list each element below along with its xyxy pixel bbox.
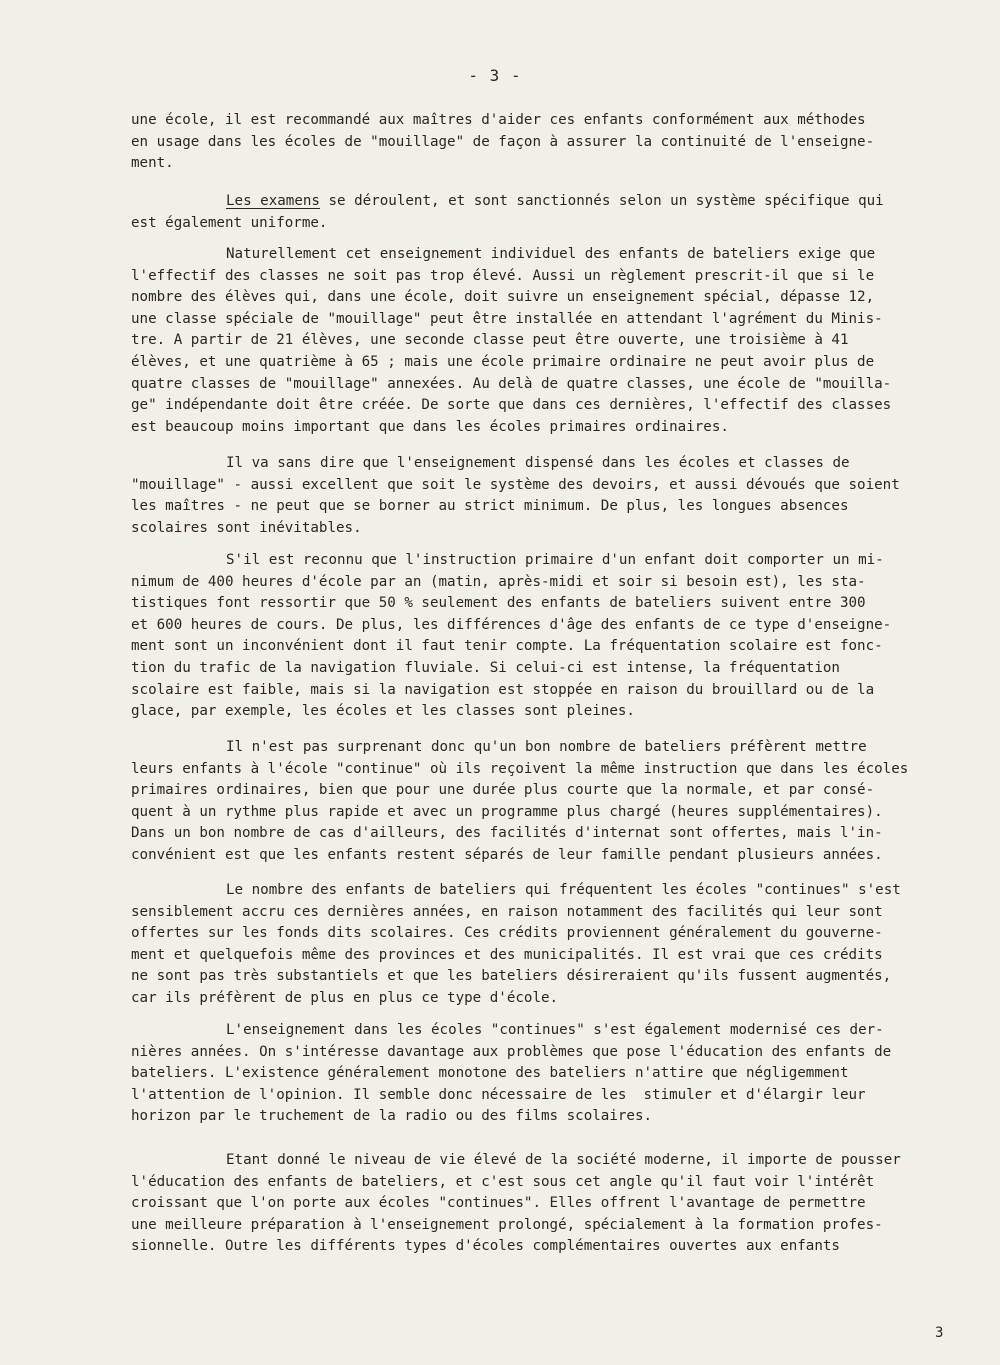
text-line: Naturellement cet enseignement individuel des enfants de bateliers exige que	[226, 246, 876, 262]
paragraph	[131, 550, 891, 723]
text-line: bateliers. L'existence généralement monotone des bateliers n'attire que négligemment	[131, 1065, 849, 1082]
text-line: l'éducation des enfants de bateliers, et c'est sous cet angle qu'il faut voir l'intérêt	[131, 1173, 875, 1190]
text-line: et 600 heures de cours. De plus, les différences d'âge des enfants de ce type d'enseigne-	[131, 616, 892, 633]
text-line: l'effectif des classes ne soit pas trop élevé. Aussi un règlement prescrit-il que si le	[131, 267, 875, 284]
text-line: ment et quelquefois même des provinces et des municipalités. Il est vrai que ces crédits	[131, 946, 883, 963]
text-line	[131, 191, 884, 213]
text-line: tion du trafic de la navigation fluviale. Si celui-ci est intense, la fréquentation	[131, 659, 840, 676]
text-line: ge" indépendante doit être créée. De sorte que dans ces dernières, l'effectif des classes	[131, 397, 892, 414]
text-line: quent à un rythme plus rapide et avec un programme plus chargé (heures supplémentaires).	[131, 803, 883, 820]
page-header	[0, 66, 1000, 85]
paragraph	[131, 1150, 901, 1258]
paragraph	[131, 880, 901, 1010]
text-line: nombre des élèves qui, dans une école, doit suivre un enseignement spécial, dépasse 12,	[131, 289, 875, 306]
text-line: tistiques font ressortir que 50 % seulement des enfants de bateliers suivent entre 300	[131, 595, 866, 612]
paragraph	[131, 1020, 891, 1128]
text-line: car ils préfèrent de plus en plus ce type d'école.	[131, 989, 559, 1006]
text-line: une école, il est recommandé aux maîtres d'aider ces enfants conformément aux méthodes	[131, 112, 866, 128]
text-line: offertes sur les fonds dits scolaires. Ces crédits proviennent généralement du gouverne-	[131, 925, 883, 942]
text-line: nières années. On s'intéresse davantage aux problèmes que pose l'éducation des enfants de	[131, 1043, 892, 1060]
text-line: l'attention de l'opinion. Il semble donc nécessaire de les stimuler et d'élargir leur	[131, 1086, 866, 1103]
text-line: ment.	[131, 155, 174, 172]
text-line: une classe spéciale de "mouillage" peut être installée en attendant l'agrément du Minis-	[131, 310, 883, 327]
text-line: primaires ordinaires, bien que pour une durée plus courte que la normale, et par consé-	[131, 782, 875, 799]
text-line: leurs enfants à l'école "continue" où ils reçoivent la même instruction que dans les écoles	[131, 760, 909, 777]
text-line: est également uniforme.	[131, 214, 328, 231]
text-line: horizon par le truchement de la radio ou des films scolaires.	[131, 1108, 653, 1125]
text-line: croissant que l'on porte aux écoles "continues". Elles offrent l'avantage de permettre	[131, 1195, 866, 1212]
text-line: une meilleure préparation à l'enseignement prolongé, spécialement à la formation profes-	[131, 1216, 883, 1233]
text-line: "mouillage" - aussi excellent que soit le système des devoirs, et aussi dévoués que soient	[131, 476, 900, 493]
text-line: Dans un bon nombre de cas d'ailleurs, des facilités d'internat sont offertes, mais l'in-	[131, 825, 883, 842]
paragraph	[131, 737, 908, 867]
text-line: convénient est que les enfants restent séparés de leur famille pendant plusieurs années.	[131, 846, 883, 863]
text-line: Il va sans dire que l'enseignement dispensé dans les écoles et classes de	[226, 455, 850, 471]
text-line: en usage dans les écoles de "mouillage" de façon à assurer la continuité de l'enseigne-	[131, 133, 875, 150]
underlined-term: Les examens	[226, 193, 320, 209]
text-line: Etant donné le niveau de vie élevé de la société moderne, il importe de pousser	[226, 1152, 901, 1168]
text-line: les maîtres - ne peut que se borner au strict minimum. De plus, les longues absences	[131, 498, 849, 515]
text-line: glace, par exemple, les écoles et les classes sont pleines.	[131, 703, 635, 720]
paragraph	[131, 244, 891, 438]
text-line: ment sont un inconvénient dont il faut tenir compte. La fréquentation scolaire est fonc-	[131, 638, 883, 655]
page-footer-number: 3	[935, 1325, 944, 1341]
paragraph	[131, 191, 884, 234]
text-line: L'enseignement dans les écoles "continues" s'est également modernisé ces der-	[226, 1022, 884, 1038]
text-line: Le nombre des enfants de bateliers qui fréquentent les écoles "continues" s'est	[226, 882, 901, 898]
text-line: scolaires sont inévitables.	[131, 519, 362, 536]
text-line: sensiblement accru ces dernières années, en raison notamment des facilités qui leur sont	[131, 903, 883, 920]
paragraph	[131, 453, 900, 539]
page-number-header: - 3 -	[468, 66, 522, 85]
text-line: tre. A partir de 21 élèves, une seconde classe peut être ouverte, une troisième à 41	[131, 332, 849, 349]
text-line: Il n'est pas surprenant donc qu'un bon nombre de bateliers préfèrent mettre	[226, 739, 867, 755]
text-line: scolaire est faible, mais si la navigation est stoppée en raison du brouillard ou de la	[131, 681, 875, 698]
text-line: quatre classes de "mouillage" annexées. Au delà de quatre classes, une école de "mouilla-	[131, 375, 892, 392]
text-line-rest: se déroulent, et sont sanctionnés selon un système spécifique qui	[319, 193, 884, 209]
text-line: S'il est reconnu que l'instruction primaire d'un enfant doit comporter un mi-	[226, 552, 884, 568]
text-line: nimum de 400 heures d'école par an (matin, après-midi et soir si besoin est), les sta-	[131, 573, 866, 590]
text-line: sionnelle. Outre les différents types d'écoles complémentaires ouvertes aux enfants	[131, 1238, 840, 1255]
text-line: élèves, et une quatrième à 65 ; mais une école primaire ordinaire ne peut avoir plus de	[131, 353, 875, 370]
paragraph	[131, 110, 874, 175]
text-line: ne sont pas très substantiels et que les bateliers désireraient qu'ils fussent augmentés,	[131, 968, 892, 985]
text-line: est beaucoup moins important que dans les écoles primaires ordinaires.	[131, 418, 729, 435]
